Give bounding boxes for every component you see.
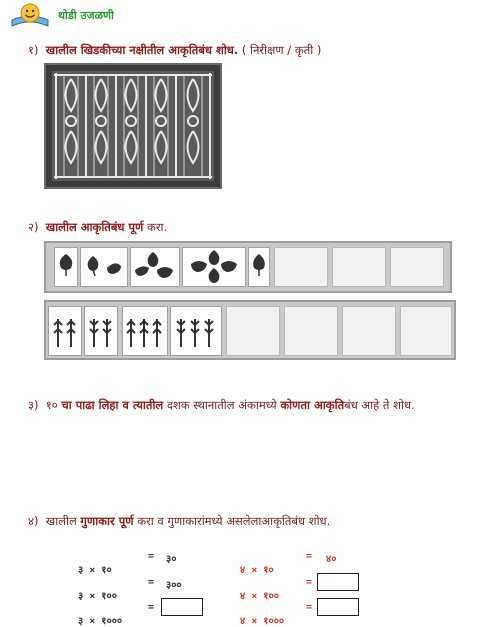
equation-left-1-result: ३० <box>166 554 177 565</box>
question-2 <box>28 220 167 235</box>
question-3-number: ३) <box>28 398 39 412</box>
leaf-cell-2 <box>80 247 128 287</box>
leaf-cell-3 <box>130 247 180 287</box>
page-title: थोडी उजळणी <box>58 9 114 22</box>
smiley-book-icon <box>8 2 52 28</box>
equation-left-2-result: ३०० <box>166 580 182 591</box>
leaf-icon <box>60 254 72 276</box>
empty-cell-3[interactable] <box>390 247 444 287</box>
question-1-number: १) <box>28 43 39 57</box>
empty-cell-5[interactable] <box>284 306 338 356</box>
equation-expr: ४ × १००० <box>240 616 285 627</box>
question-2-number: २) <box>28 220 39 234</box>
leaf-cell-5 <box>248 247 270 287</box>
question-3-bold-1: चा पाढा लिहा व त्यातील <box>61 398 164 412</box>
equation-left-1 <box>66 551 112 576</box>
question-1-bold: खालील खिडकीच्या नक्षीतील आकृतिबंध शोध. <box>45 43 239 57</box>
equation-left-2-eq: = <box>148 577 155 588</box>
equation-left-3 <box>66 602 122 627</box>
equation-right-1-result: ४० <box>326 554 337 565</box>
empty-cell-4[interactable] <box>226 306 280 356</box>
question-1-rest: ( निरीक्षण / कृती ) <box>238 43 322 57</box>
equation-right-3 <box>228 602 284 627</box>
equation-left-3-eq: = <box>148 602 155 613</box>
answer-box-left-3[interactable] <box>161 598 203 616</box>
window-grill-image <box>44 63 222 189</box>
tree-cell-4 <box>170 306 222 356</box>
question-1 <box>28 43 321 58</box>
equation-right-1 <box>228 551 274 576</box>
question-4 <box>28 514 330 529</box>
equation-expr: ३ × १०० <box>78 591 117 602</box>
empty-cell-6[interactable] <box>342 306 396 356</box>
question-4-bold: गुणाकार पूर्ण <box>80 514 134 528</box>
tree-pattern-strip <box>44 300 456 360</box>
question-3-bold-2: कोणता आकृति <box>280 398 345 412</box>
leaf-cell-1 <box>54 247 78 287</box>
question-2-bold: खालील आकृतिबंध पूर्ण <box>45 220 144 234</box>
tree-cell-1 <box>48 306 82 356</box>
tree-icon <box>54 319 75 347</box>
equation-expr: ४ × १० <box>240 565 274 576</box>
answer-box-right-3[interactable] <box>317 598 359 616</box>
question-3 <box>28 398 415 413</box>
equation-left-2 <box>66 577 117 602</box>
leaf-cell-4 <box>182 247 246 287</box>
equation-left-1-eq: = <box>148 551 155 562</box>
question-2-rest: करा. <box>143 220 168 234</box>
equation-right-2 <box>228 577 279 602</box>
tree-cell-2 <box>84 306 118 356</box>
tree-cell-3 <box>122 306 168 356</box>
question-4-end: करा व गुणाकारांमध्ये असलेलाआकृतिबंध शोध. <box>133 514 331 528</box>
equation-right-1-eq: = <box>306 551 313 562</box>
question-3-end: बंध आहे ते शोध. <box>344 398 415 412</box>
question-4-start: खालील <box>45 514 81 528</box>
question-4-number: ४) <box>28 514 39 528</box>
answer-box-right-2[interactable] <box>317 573 359 591</box>
equation-right-2-eq: = <box>306 577 313 588</box>
equation-expr: ३ × १० <box>78 565 112 576</box>
question-3-start: १० <box>45 398 62 412</box>
empty-cell-1[interactable] <box>274 247 328 287</box>
equation-expr: ४ × १०० <box>240 591 279 602</box>
question-3-mid: दशक स्थानातील अंकामध्ये <box>163 398 281 412</box>
equation-expr: ३ × १००० <box>78 616 123 627</box>
empty-cell-7[interactable] <box>400 306 452 356</box>
leaf-pattern-strip <box>44 241 452 293</box>
equation-right-3-eq: = <box>306 602 313 613</box>
empty-cell-2[interactable] <box>332 247 386 287</box>
